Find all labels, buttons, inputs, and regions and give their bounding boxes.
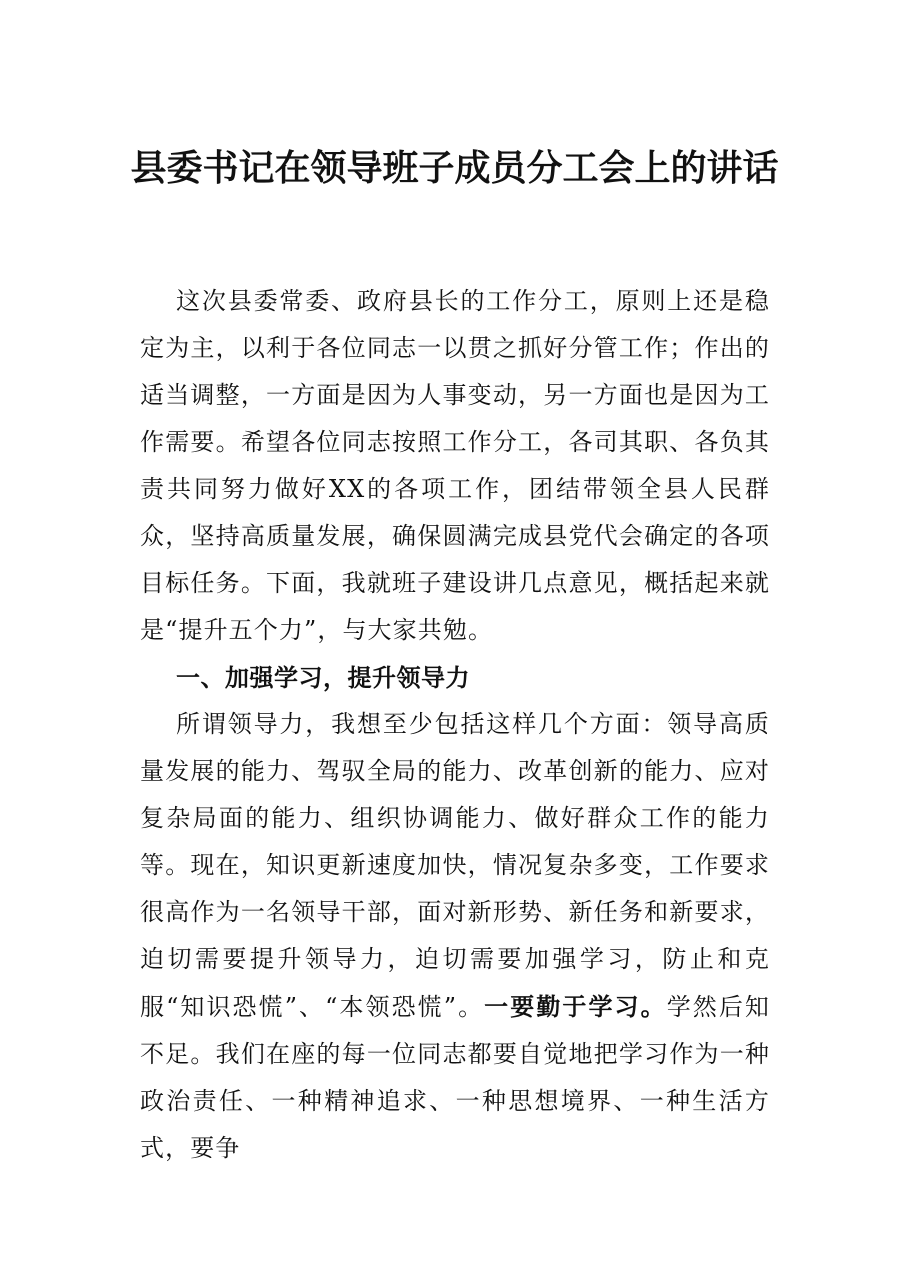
document-body	[140, 278, 770, 1172]
document-title: 县委书记在领导班子成员分工会上的讲话	[130, 147, 779, 189]
section-heading-1: 一、加强学习，提升领导力	[176, 663, 470, 692]
paragraph-leadership-text-2: 学然后知不足。我们在座的每一位同志都要自觉地把学习作为一种政治责任、一种精神追求、一种思想境界、一种生活方式，要争	[140, 993, 771, 1162]
paragraph-leadership-text-1: 所谓领导力，我想至少包括这样几个方面：领导高质量发展的能力、驾驭全局的能力、改革创新的能力、应对复杂局面的能力、组织协调能力、做好群众工作的能力等。现在，知识更新速度加快，情况复杂多变，工作要求很高作为一名领导干部，面对新形势、新任务和新要求，迫切需要提升领导力，迫切需要加强学习，防止和克服“知识恐慌”、“本领恐慌”。	[140, 710, 770, 1021]
paragraph-intro: 这次县委常委、政府县长的工作分工，原则上还是稳定为主，以利于各位同志一以贯之抓好分管工作；作出的适当调整，一方面是因为人事变动，另一方面也是因为工作需要。希望各位同志按照工作分工，各司其职、各负其责共同努力做好XX的各项工作，团结带领全县人民群众，坚持高质量发展，确保圆满完成县党代会确定的各项目标任务。下面，我就班子建设讲几点意见，概括起来就是“提升五个力”，与大家共勉。	[140, 287, 770, 644]
paragraph-leadership-emphasis: 一要勤于学习。	[484, 992, 667, 1021]
paragraph-leadership	[140, 701, 770, 1172]
